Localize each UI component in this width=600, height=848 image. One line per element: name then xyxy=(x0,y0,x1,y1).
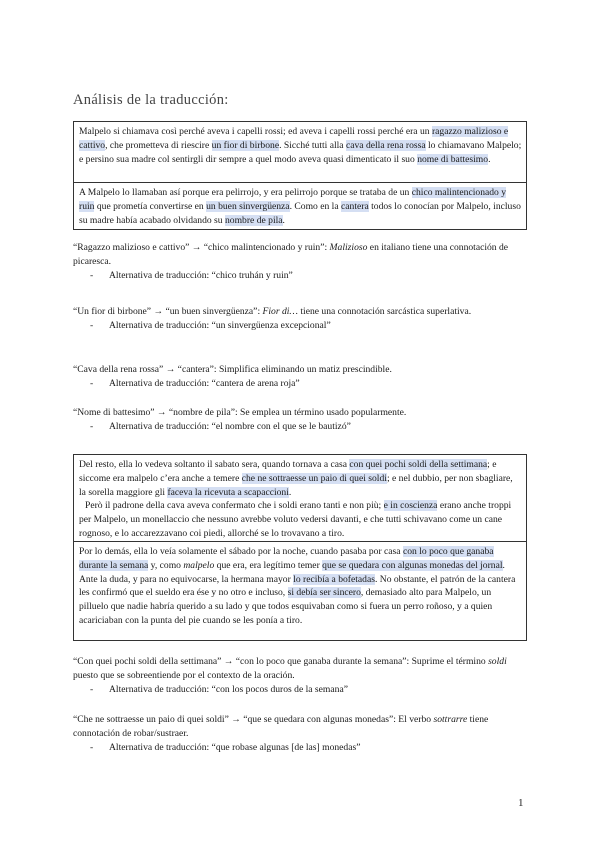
highlighted-phrase: con quei pochi soldi della settimana xyxy=(349,459,488,470)
text-segment: lo chiamavano Malpelo; e persino sua madre col sentirgli dir sempre a quel modo aveva quasi dimenticato il suo xyxy=(79,139,522,165)
page-number: 1 xyxy=(518,797,524,809)
note-alternative: - Alternativa de traducción: “un sinvergüenza excepcional” xyxy=(90,319,331,331)
text-segment: Però il padrone della cava aveva confermato che i soldi erano tanti e non più; xyxy=(85,500,384,512)
highlighted-phrase: faceva la ricevuta a scapaccioni xyxy=(167,486,289,498)
note-6 xyxy=(73,713,527,754)
highlighted-phrase: con lo poco que ganaba durante la semana xyxy=(79,546,494,571)
note-alternative: - Alternativa de traducción: “chico truhán y ruin” xyxy=(90,269,293,281)
highlighted-phrase: nome di battesimo xyxy=(417,153,489,165)
text-segment: Malpelo si chiamava così perché aveva i capelli rossi; ed aveva i capelli rossi perché era un xyxy=(79,126,432,137)
highlighted-phrase: un buen sinvergüenza xyxy=(206,200,290,212)
note-alternative: - Alternativa de traducción: “el nombre con el que se le bautizó” xyxy=(90,420,351,432)
highlighted-phrase: un fior di birbone xyxy=(211,139,280,151)
note-5 xyxy=(73,655,527,696)
text-segment: malpelo xyxy=(183,559,215,571)
original-text-box-2 xyxy=(73,454,527,542)
note-main: “Con quei pochi soldi della settimana” → “con lo poco que ganaba durante la semana”: Suprime el término soldi puesto que se sobreentiende por el contexto de la oración. xyxy=(73,656,507,681)
highlighted-phrase: chico malintencionado y ruin xyxy=(79,187,507,212)
highlighted-phrase: cantera xyxy=(341,200,369,212)
note-alternative: - Alternativa de traducción: “con los pocos duros de la semana” xyxy=(90,683,348,695)
note-1 xyxy=(73,241,527,282)
text-segment: . No obstante, el patrón de la cantera les confirmó que el sueldo era ése y no otro e incluso, xyxy=(79,573,516,599)
highlighted-phrase: ragazzo malizioso e cattivo xyxy=(79,126,509,151)
translation-paragraph xyxy=(79,186,522,227)
text-segment: . xyxy=(282,214,285,226)
text-segment: que era, era legítimo temer xyxy=(214,559,323,571)
original-paragraph xyxy=(79,125,522,166)
text-segment: Del resto, ella lo vedeva soltanto il sabato sera, quando tornava a casa xyxy=(79,459,350,470)
note-alternative: - Alternativa de traducción: “que robase algunas [de las] monedas” xyxy=(90,741,361,753)
note-main: “Cava della rena rossa” → “cantera”: Simplifica eliminando un matiz prescindible. xyxy=(73,364,392,375)
translation-box-2 xyxy=(73,541,527,641)
highlighted-phrase: cava della rena rossa xyxy=(345,139,426,151)
original-paragraph-2 xyxy=(79,499,522,540)
text-segment: . xyxy=(288,486,292,498)
note-4 xyxy=(73,406,527,434)
highlighted-phrase: lo recibía a bofetadas xyxy=(293,573,375,585)
highlighted-phrase: nombre de pila xyxy=(225,214,283,226)
note-main: “Nome di battesimo” → “nombre de pila”: Se emplea un término usado popularmente. xyxy=(73,407,407,418)
note-main: “Che ne sottraesse un paio di quei soldi” → “que se quedara con algunas monedas”: El verbo sottrarre tiene connotación de robar/sustraer. xyxy=(73,714,489,739)
text-segment: y, como xyxy=(148,559,184,571)
translation-box-1 xyxy=(73,182,527,230)
translation-paragraph xyxy=(79,545,522,628)
highlighted-phrase: si debía ser sincero xyxy=(287,587,361,599)
text-segment: . Ante la duda, y para no equivocarse, la hermana mayor xyxy=(79,559,505,585)
text-segment: erano anche troppi per Malpelo, un monellaccio che nessuno avrebbe voluto vedersi davanti, e che tutti schivavano come un cane rognoso, e lo accarezzavano coi piedi, allorché se lo trovavano a tiro. xyxy=(79,500,512,539)
highlighted-phrase: che ne sottraesse un paio di quei soldi xyxy=(241,472,387,484)
text-segment: Por lo demás, ella lo veía solamente el sábado por la noche, cuando pasaba por casa xyxy=(79,546,403,557)
text-segment: todos lo conocían por Malpelo, incluso su madre había acabado olvidando su xyxy=(79,200,521,226)
text-segment: ; e nel dubbio, per non sbagliare, la sorella maggiore gli xyxy=(79,472,513,498)
note-alternative: - Alternativa de traducción: “cantera de arena roja” xyxy=(90,377,300,389)
note-2 xyxy=(73,305,527,333)
original-text-box-1 xyxy=(73,121,527,183)
text-segment: . Como en la xyxy=(289,200,342,212)
text-segment: que prometía convertirse en xyxy=(94,200,207,212)
text-segment: . xyxy=(488,153,491,165)
highlighted-phrase: e in coscienza xyxy=(383,500,438,512)
text-segment: ; e siccome era malpelo c’era anche a temere xyxy=(79,459,497,484)
text-segment: A Malpelo lo llamaban así porque era pelirrojo, y era pelirrojo porque se trataba de un xyxy=(79,187,412,198)
text-segment: , demasiado alto para Malpelo, un pilluelo que nadie habría querido a su lado y que todos esquivaban como si fuera un perro roñoso, y a quien acariciaban con la punta del pie cuando se les ponía a tiro. xyxy=(79,587,493,626)
text-segment: , che prometteva di riescire xyxy=(105,139,212,151)
original-paragraph-1 xyxy=(79,458,522,499)
text-segment: . Sicché tutti alla xyxy=(279,139,346,151)
note-main: “Un fior di birbone” → “un buen sinvergüenza”: Fior di… tiene una connotación sarcástica superlativa. xyxy=(73,306,472,317)
note-main: “Ragazzo malizioso e cattivo” → “chico malintencionado y ruin”: Malizioso en italiano tiene una connotación de picaresca. xyxy=(73,242,509,267)
page-title: Análisis de la traducción: xyxy=(73,92,229,108)
note-3 xyxy=(73,363,527,391)
highlighted-phrase: que se quedara con algunas monedas del jornal xyxy=(322,559,503,571)
